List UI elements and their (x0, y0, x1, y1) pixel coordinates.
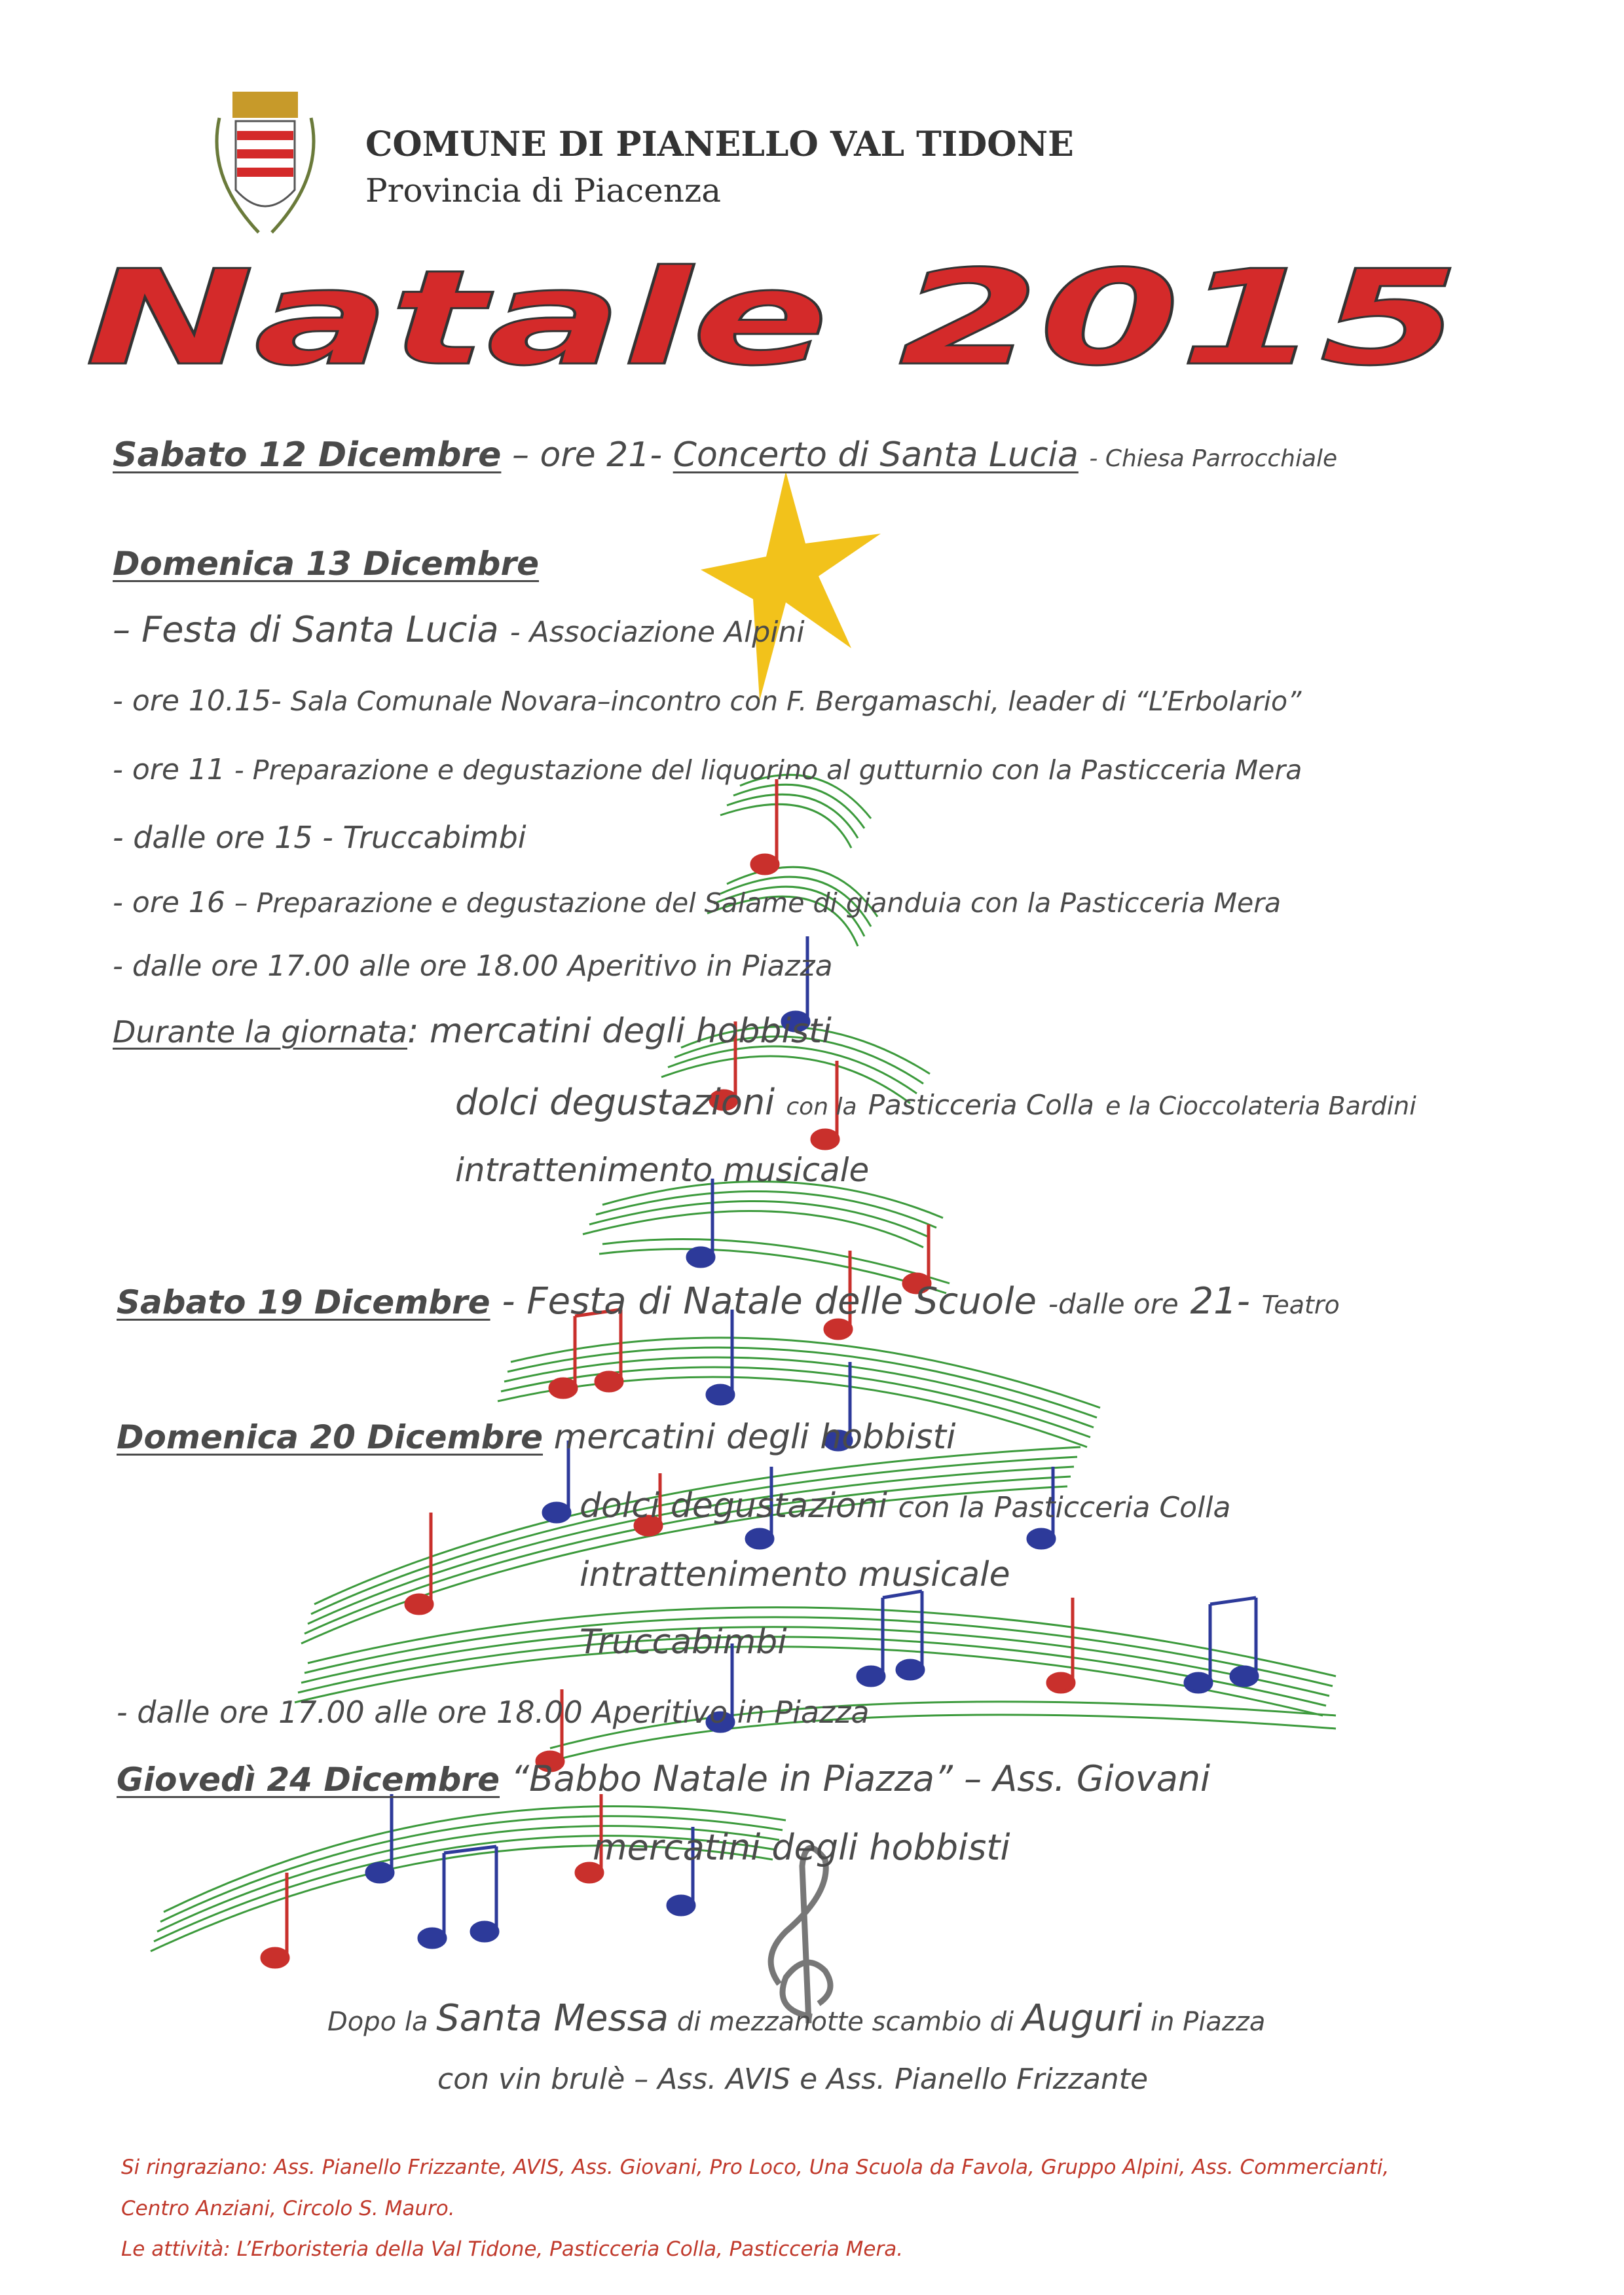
durante-shop: Pasticceria Colla (868, 1089, 1094, 1121)
coat-of-arms-icon (200, 92, 331, 242)
event-item: - dalle ore 17.00 alle ore 18.00 Aperitivo in Piazza (117, 1695, 870, 1730)
event-time: -dalle ore (1048, 1288, 1179, 1320)
closing-line-2: con vin brulè – Ass. AVIS e Ass. Pianello Frizzante (437, 2063, 1149, 2096)
event-item: con la Pasticceria Colla (898, 1491, 1231, 1524)
closing-word: Auguri (1022, 1997, 1143, 2040)
star-icon (701, 471, 881, 701)
schedule-line (113, 684, 1301, 718)
schedule-line (113, 753, 1302, 786)
event-date: Domenica 20 Dicembre (117, 1418, 544, 1456)
event-giovedi-24 (117, 1758, 1210, 1799)
thanks-line-3: Le attività: L’Erboristeria della Val Tidone, Pasticceria Colla, Pasticceria Mera. (121, 2237, 904, 2261)
schedule-line: - dalle ore 17.00 alle ore 18.00 Aperitivo in Piazza (113, 949, 833, 983)
event-place: Teatro (1261, 1291, 1340, 1319)
province-name: Provincia di Piacenza (365, 172, 722, 210)
event-time: – ore 21- (511, 435, 663, 475)
event-place: - Chiesa Parrocchiale (1089, 445, 1338, 472)
schedule-desc: – Preparazione e degustazione del Salame di gianduia con la Pasticceria Mera (234, 887, 1282, 919)
durante-connector: con la (786, 1093, 857, 1120)
event-item: mercatini degli hobbisti (593, 1827, 1010, 1868)
event-item: Truccabimbi (580, 1623, 787, 1662)
event-name: - Festa di Natale delle Scuole (502, 1280, 1037, 1323)
closing-line-1 (327, 1997, 1265, 2040)
schedule-line (113, 886, 1281, 919)
event-name: “Babbo Natale in Piazza” – Ass. Giovani (511, 1758, 1211, 1799)
thanks-line-2: Centro Anziani, Circolo S. Mauro. (121, 2197, 455, 2220)
event-time: 21- (1190, 1280, 1250, 1323)
durante-line (113, 1012, 832, 1051)
event-date: Sabato 19 Dicembre (117, 1283, 490, 1321)
closing-word: Santa Messa (436, 1997, 669, 2040)
durante-line: intrattenimento musicale (455, 1151, 870, 1189)
municipality-name: COMUNE DI PIANELLO VAL TIDONE (365, 124, 1074, 164)
schedule-desc: - Preparazione e degustazione del liquorino al gutturnio con la Pasticceria Mera (234, 754, 1302, 786)
durante-line (455, 1082, 1416, 1123)
schedule-time: - ore 16 (113, 886, 225, 919)
schedule-desc: Sala Comunale Novara–incontro con F. Bergamaschi, leader di “L’Erbolario” (290, 686, 1302, 717)
event-domenica-20 (117, 1418, 955, 1457)
durante-shop: e la Cioccolateria Bardini (1105, 1092, 1416, 1120)
durante-item: dolci degustazioni (455, 1082, 775, 1123)
event-date: Giovedì 24 Dicembre (117, 1761, 500, 1799)
page-title (79, 249, 1480, 393)
closing-word: di mezzanotte scambio di (676, 2007, 1014, 2037)
closing-word: in Piazza (1150, 2007, 1266, 2037)
event-festa (113, 609, 805, 650)
closing-word: Dopo la (327, 2007, 428, 2037)
schedule-line: - dalle ore 15 - Truccabimbi (113, 820, 526, 855)
event-date: Domenica 13 Dicembre (113, 545, 540, 583)
durante-item: : mercatini degli hobbisti (407, 1012, 832, 1051)
event-item: intrattenimento musicale (580, 1555, 1010, 1594)
durante-label: Durante la giornata (113, 1014, 407, 1050)
thanks-line-1: Si ringraziano: Ass. Pianello Frizzante, AVIS, Ass. Giovani, Pro Loco, Una Scuola da Favola, Gruppo Alpini, Ass. Commercianti, (121, 2156, 1390, 2179)
schedule-time: - ore 10.15- (113, 684, 282, 718)
schedule-time: - ore 11 (113, 753, 225, 786)
event-line (580, 1486, 1230, 1526)
event-date: Sabato 12 Dicembre (113, 435, 502, 475)
event-sabato-19 (117, 1280, 1340, 1323)
event-sabato-12 (113, 435, 1337, 475)
festa-organizer: - Associazione Alpini (509, 615, 805, 649)
event-item: mercatini degli hobbisti (553, 1418, 956, 1457)
event-name: Concerto di Santa Lucia (673, 435, 1079, 475)
event-item: dolci degustazioni (580, 1486, 888, 1526)
festa-name: – Festa di Santa Lucia (113, 609, 499, 650)
staff-middle (295, 1338, 1336, 1716)
title-text: Natale 2015 (85, 249, 1460, 393)
